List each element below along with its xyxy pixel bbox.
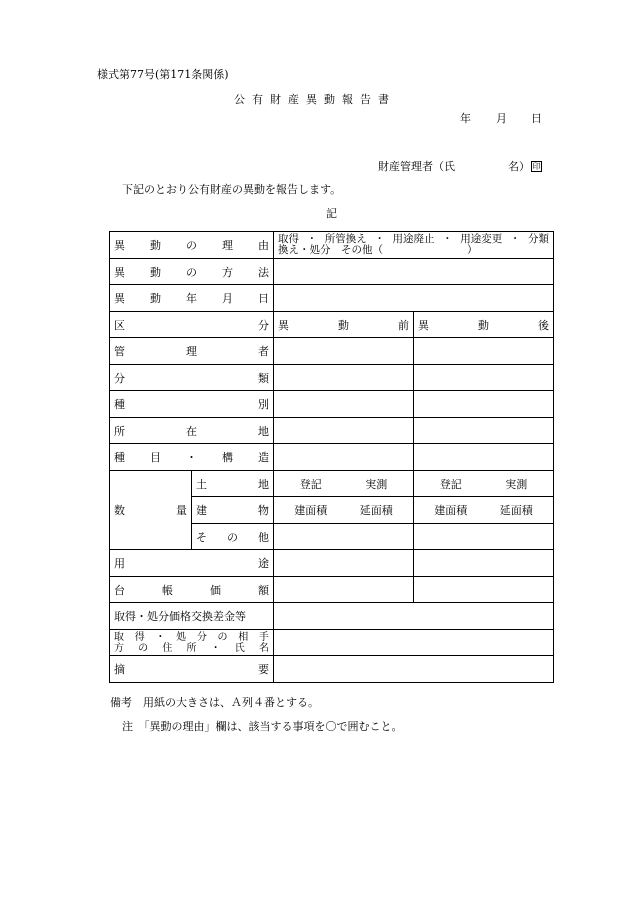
class-after-field[interactable] <box>414 365 554 391</box>
manager-before-field[interactable] <box>274 338 414 365</box>
label-char: ・ <box>210 642 221 654</box>
label-char: 所 <box>186 642 197 654</box>
registered-label: 登記 <box>439 477 462 491</box>
note-text: 注 「異動の理由」欄は、該当する事項を〇で囲むこと。 <box>122 720 403 733</box>
total-floor-area-label: 延面積 <box>499 504 533 517</box>
label-char: 所 <box>114 424 125 438</box>
location-before-field[interactable] <box>274 418 414 444</box>
reason-acquire: 取得 <box>278 233 299 245</box>
party-field[interactable] <box>274 630 554 656</box>
manager-name-suffix: 名） <box>508 160 530 173</box>
land-label <box>196 476 269 492</box>
label-char: 異 <box>114 265 125 279</box>
label-char: 分 <box>258 318 269 332</box>
label-char: 構 <box>222 451 233 464</box>
method-label <box>114 264 269 280</box>
price-field[interactable] <box>274 603 554 630</box>
label-char: 地 <box>258 424 269 438</box>
other-label <box>196 529 269 545</box>
date-month: 月 <box>496 112 507 125</box>
label-char: 異 <box>278 318 289 332</box>
label-char: 氏 <box>234 642 245 654</box>
floor-area-label: 建面積 <box>434 504 468 517</box>
form-number: 様式第77号(第171条関係) <box>97 68 229 81</box>
label-char: の <box>186 265 197 279</box>
label-char: の <box>186 239 197 252</box>
structure-before-field[interactable] <box>274 444 414 471</box>
label-char: 理 <box>186 345 197 358</box>
reason-abolish: 用途廃止 <box>392 233 435 245</box>
label-char: 他 <box>258 530 269 544</box>
reason-sep: ・ <box>442 233 453 245</box>
label-char: 動 <box>338 318 349 332</box>
label-char: 物 <box>258 504 269 517</box>
type-before-field[interactable] <box>274 391 414 418</box>
floor-area-label: 建面積 <box>294 504 328 517</box>
method-field[interactable] <box>274 259 554 285</box>
intro-text: 下記のとおり公有財産の異動を報告します。 <box>122 183 342 196</box>
label-char: 由 <box>258 239 269 252</box>
label-char: 種 <box>114 451 125 464</box>
reason-options-line2: 換え・処分 その他（ ） <box>278 244 478 256</box>
land-before-field[interactable] <box>274 471 414 497</box>
label-char: 台 <box>114 583 125 597</box>
label-char: 数 <box>114 504 125 517</box>
reason-reclass: 分類 <box>528 233 549 245</box>
party-label-line1 <box>114 632 269 643</box>
type-label <box>114 396 269 412</box>
label-char: 土 <box>196 477 207 491</box>
label-char: 得 <box>134 631 145 643</box>
date-label <box>114 290 269 306</box>
label-char: 価 <box>210 583 221 597</box>
label-char: 者 <box>258 345 269 358</box>
class-before-field[interactable] <box>274 365 414 391</box>
price-label: 取得・処分価格交換差金等 <box>114 610 246 623</box>
label-char: 摘 <box>114 663 125 676</box>
ledger-before-field[interactable] <box>274 577 414 603</box>
label-char: 動 <box>150 265 161 279</box>
land-after-field[interactable] <box>414 471 554 497</box>
type-after-field[interactable] <box>414 391 554 418</box>
label-char: 異 <box>114 239 125 252</box>
date-day: 日 <box>531 112 542 125</box>
label-char: の <box>217 631 228 643</box>
seal-icon: 印 <box>532 162 541 171</box>
label-char: 要 <box>258 663 269 676</box>
quantity-label <box>114 502 187 518</box>
reason-row <box>110 232 554 259</box>
page-title: 公有財産異動報告書 <box>234 93 396 106</box>
summary-label <box>114 661 269 677</box>
manager-row-label <box>114 343 269 359</box>
measured-label: 実測 <box>505 477 528 491</box>
label-char: 造 <box>258 451 269 464</box>
label-char: 動 <box>150 292 161 305</box>
label-char: 区 <box>114 318 125 332</box>
label-char: 在 <box>186 424 197 438</box>
label-char: 月 <box>222 292 233 305</box>
use-before-field[interactable] <box>274 550 414 577</box>
other-after-field[interactable] <box>414 524 554 550</box>
summary-field[interactable] <box>274 656 554 683</box>
label-char: 処 <box>176 631 187 643</box>
party-label <box>114 632 269 654</box>
label-char: 住 <box>162 642 173 654</box>
label-char: 用 <box>114 557 125 570</box>
label-char: 帳 <box>162 583 173 597</box>
label-char: ・ <box>155 631 166 643</box>
label-char: 相 <box>238 631 249 643</box>
label-char: 地 <box>258 477 269 491</box>
label-char: ・ <box>186 451 197 464</box>
manager-label: 財産管理者（氏 <box>378 160 455 173</box>
label-char: 額 <box>258 583 269 597</box>
manager-after-field[interactable] <box>414 338 554 365</box>
use-after-field[interactable] <box>414 550 554 577</box>
measured-label: 実測 <box>365 477 388 491</box>
label-char: 名 <box>258 642 269 654</box>
label-char: 理 <box>222 239 233 252</box>
division-label <box>114 317 269 333</box>
label-char: の <box>227 530 238 544</box>
label-char: 日 <box>258 292 269 305</box>
class-label <box>114 370 269 386</box>
label-char: 法 <box>258 265 269 279</box>
label-char: 類 <box>258 371 269 385</box>
ledger-label <box>114 582 269 598</box>
label-char: 方 <box>114 642 124 654</box>
label-char: 前 <box>398 318 409 332</box>
location-after-field[interactable] <box>414 418 554 444</box>
remark-text: 備考 用紙の大きさは、Ａ列４番とする。 <box>110 696 319 709</box>
date-field[interactable] <box>274 285 554 312</box>
structure-label <box>114 449 269 465</box>
registered-label: 登記 <box>299 477 322 491</box>
after-header <box>418 317 549 333</box>
reason-sep: ・ <box>374 233 385 245</box>
label-char: 取 <box>114 631 124 643</box>
reason-change: 用途変更 <box>460 233 503 245</box>
report-table <box>109 231 554 683</box>
label-char: 異 <box>418 318 429 332</box>
structure-after-field[interactable] <box>414 444 554 471</box>
label-char: 途 <box>258 557 269 570</box>
use-label <box>114 555 269 571</box>
building-after-field[interactable] <box>414 497 554 524</box>
label-char: 分 <box>114 371 125 385</box>
label-char: 建 <box>196 504 207 517</box>
before-header <box>278 317 409 333</box>
label-char: 後 <box>538 318 549 332</box>
reason-options[interactable] <box>274 232 554 259</box>
label-char: 異 <box>114 292 125 305</box>
label-char: 動 <box>478 318 489 332</box>
building-before-field[interactable] <box>274 497 414 524</box>
label-char: 目 <box>150 451 161 464</box>
reason-label <box>114 237 269 253</box>
building-label <box>196 502 269 518</box>
label-char: 動 <box>150 239 161 252</box>
label-char: 管 <box>114 345 125 358</box>
party-label-line2 <box>114 643 269 654</box>
reason-sep: ・ <box>306 233 318 245</box>
label-char: 種 <box>114 398 125 411</box>
location-label <box>114 423 269 439</box>
ki-label: 記 <box>326 207 337 220</box>
total-floor-area-label: 延面積 <box>359 504 393 517</box>
manager-name-field <box>508 160 542 173</box>
date-year: 年 <box>460 112 471 125</box>
label-char: 分 <box>196 631 207 643</box>
reason-transfer: 所管換え <box>324 233 367 245</box>
ledger-after-field[interactable] <box>414 577 554 603</box>
label-char: 年 <box>186 292 197 305</box>
label-char: そ <box>196 530 207 544</box>
label-char: 別 <box>258 398 269 411</box>
reason-sep: ・ <box>509 233 521 245</box>
label-char: 手 <box>258 631 269 643</box>
label-char: 方 <box>222 265 233 279</box>
label-char: 量 <box>176 504 187 517</box>
label-char: の <box>138 642 149 654</box>
other-before-field[interactable] <box>274 524 414 550</box>
